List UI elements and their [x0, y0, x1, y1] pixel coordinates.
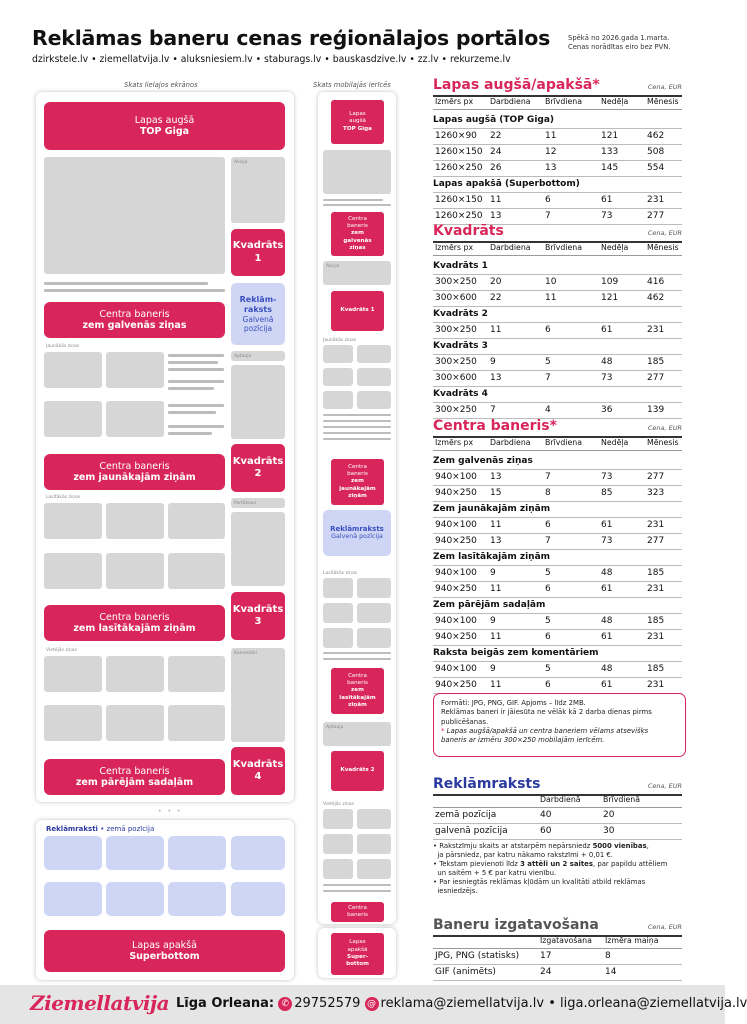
currency-note: Cena, EUR — [647, 923, 682, 931]
table-row: 940×250 15 8 85 323 — [433, 486, 682, 502]
mobile-superbottom: Lapas apakšā Super- bottom — [331, 933, 384, 975]
akcija-box — [231, 157, 285, 223]
table-group: Raksta beigās zem komentāriem — [433, 646, 682, 662]
desktop-view-label: Skats lielajos ekrānos — [124, 81, 198, 89]
table-row: 940×100 13 7 73 277 — [433, 470, 682, 486]
table-group: Zem pārējām sadaļām — [433, 598, 682, 614]
reklamraksts-bullet: iesniedzējs. — [433, 887, 478, 895]
table-row: 940×250 11 6 61 231 — [433, 678, 682, 694]
table-row: 300×250 9 5 48 185 — [433, 355, 682, 371]
table-row: 300×600 13 7 73 277 — [433, 371, 682, 387]
top-giga-banner: Lapas augšā TOP Giga — [44, 102, 285, 150]
mobile-reklamraksts: Reklāmraksts Galvenā pozīcija — [323, 510, 391, 556]
table-row: 940×100 9 5 48 185 — [433, 566, 682, 582]
format-info-box: Formāti: JPG, PNG, GIF. Apjoms – līdz 2MB. Reklāmas baneri ir jāiesūta ne vēlāk kā 2 darba dienas pirms publicēšanas. * Lapas augšā/apakšā un centra baneriem vēlams atsevišķs baneris ar izmēru 300×250 mobilajām ierīcēm. — [433, 693, 686, 757]
kvadrats-4: Kvadrāts 4 — [231, 747, 285, 795]
centra-section-title: Centra baneris* — [433, 418, 557, 434]
kvadrats-2: Kvadrāts 2 — [231, 444, 285, 492]
table-row: 300×250 7 4 36 139 — [433, 403, 682, 419]
table-group: Lapas apakšā (Superbottom) — [433, 177, 682, 193]
kvadrats-section — [433, 223, 682, 239]
izgatavosana-header: Izgatavošana Izmēra maiņa — [433, 936, 682, 949]
table-group: Kvadrāts 4 — [433, 387, 682, 403]
validity-note: Spēkā no 2026.gada 1.marta. Cenas norādītas eiro bez PVN. — [568, 34, 671, 51]
reklamraksts-header: Darbdienā Brīvdienā — [433, 795, 682, 808]
table-row: 940×100 11 6 61 231 — [433, 518, 682, 534]
mobile-centra-2: Centra baneris zem jaunākajām ziņām — [331, 459, 384, 505]
table-row: 300×250 20 10 109 416 — [433, 275, 682, 291]
mobile-centra-1: Centra baneris zem galvenās ziņas — [331, 212, 384, 256]
page-title: Reklāmas baneru cenas reģionālajos portālos — [32, 26, 551, 50]
table-row: 940×250 11 6 61 231 — [433, 630, 682, 646]
main-news-image — [44, 157, 225, 274]
kvadrats-section-title: Kvadrāts — [433, 223, 504, 239]
izgatavosana-row: GIF (animēts) 24 14 — [433, 965, 682, 981]
table-row: 940×100 9 5 48 185 — [433, 614, 682, 630]
table-group: Zem lasītākajām ziņām — [433, 550, 682, 566]
mobile-centra-3: Centra baneris zem lasītākajām ziņām — [331, 668, 384, 714]
currency-note: Cena, EUR — [647, 782, 682, 790]
table-header: Izmērs px Darbdiena Brīvdiena Nedēļa Mēnesis — [433, 438, 682, 451]
centra-banner-3: Centra baneris zem lasītākajām ziņām — [44, 605, 225, 641]
mobile-kvadrats-2: Kvadrāts 2 — [331, 751, 384, 791]
mobile-view-label: Skats mobilajās ierīcēs — [313, 81, 391, 89]
email-reklama[interactable]: reklama@ziemellatvija.lv — [380, 996, 545, 1011]
table-row: 1260×150 24 12 133 508 — [433, 145, 682, 161]
table-group: Kvadrāts 3 — [433, 339, 682, 355]
reklamraksts-bullet: • Tekstam pievienoti līdz 3 attēli un 2 saites, par papildu attēliem — [433, 860, 668, 868]
superbottom-banner: Lapas apakšā Superbottom — [44, 930, 285, 972]
table-row: 940×250 13 7 73 277 — [433, 534, 682, 550]
table-row: 1260×250 26 13 145 554 — [433, 161, 682, 177]
reklamraksts-title: Reklāmraksts — [433, 776, 541, 792]
currency-note: Cena, EUR — [647, 424, 682, 432]
table-row: 1260×90 22 11 121 462 — [433, 129, 682, 145]
mobile-kvadrats-1: Kvadrāts 1 — [331, 291, 384, 331]
table-row: 940×250 11 6 61 231 — [433, 582, 682, 598]
lapas-section — [433, 77, 682, 93]
kvadrats-3: Kvadrāts 3 — [231, 592, 285, 640]
contact-line: Līga Orleana: ✆ 29752579 @ reklama@ziemellatvija.lv • liga.orleana@ziemellatvija.lv — [176, 996, 747, 1011]
ziemellatvija-logo: Ziemellatvija — [30, 991, 170, 1015]
table-group: Zem galvenās ziņas — [433, 454, 682, 470]
reklamraksts-section — [433, 776, 682, 792]
reklamraksts-row: galvenā pozīcija 60 30 — [433, 824, 682, 840]
table-group: Kvadrāts 1 — [433, 259, 682, 275]
centra-banner-1: Centra baneris zem galvenās ziņas — [44, 302, 225, 338]
centra-banner-2: Centra baneris zem jaunākajām ziņām — [44, 454, 225, 490]
phone-number[interactable]: 29752579 — [294, 996, 361, 1011]
reklamraksts-bullet: • Rakstzīmju skaits ar atstarpēm nepārsniedz 5000 vienības, — [433, 842, 649, 850]
centra-section — [433, 418, 682, 434]
reklamraksts-bullet: • Par iesniegtās reklāmas kļūdām un kvalitāti atbild reklāmas — [433, 878, 646, 886]
contact-name: Līga Orleana — [176, 996, 269, 1011]
portals-list: dzirkstele.lv • ziemellatvija.lv • aluksniesiem.lv • staburags.lv • bauskasdzive.lv • zz.lv • rekurzeme.lv — [32, 54, 511, 65]
table-group: Zem jaunākajām ziņām — [433, 502, 682, 518]
izgatavosana-title: Baneru izgatavošana — [433, 917, 599, 933]
table-header: Izmērs px Darbdiena Brīvdiena Nedēļa Mēnesis — [433, 243, 682, 256]
lapas-section-title: Lapas augšā/apakšā* — [433, 77, 600, 93]
izgatavosana-section — [433, 917, 682, 933]
mobile-top-giga: Lapas augšā TOP Giga — [331, 100, 384, 144]
currency-note: Cena, EUR — [647, 229, 682, 237]
phone-icon: ✆ — [278, 997, 292, 1011]
table-row: 1260×150 11 6 61 231 — [433, 193, 682, 209]
izgatavosana-row: JPG, PNG (statisks) 17 8 — [433, 949, 682, 965]
at-icon: @ — [365, 997, 379, 1011]
table-row: 300×600 22 11 121 462 — [433, 291, 682, 307]
reklamraksts-bullet: un saitēm + 5 € par katru vienību. — [433, 869, 557, 877]
table-row: 1260×250 13 7 73 277 — [433, 209, 682, 225]
reklamraksts-bullet: ja pārsniedz, par katru nākamo rakstzīmi + 0,01 €. — [433, 851, 613, 859]
table-group: Kvadrāts 2 — [433, 307, 682, 323]
table-row: 940×100 9 5 48 185 — [433, 662, 682, 678]
reklamraksts-main: Reklām- raksts Galvenā pozīcija — [231, 283, 285, 345]
centra-banner-4: Centra baneris zem pārējām sadaļām — [44, 759, 225, 795]
table-row: 300×250 11 6 61 231 — [433, 323, 682, 339]
kvadrats-1: Kvadrāts 1 — [231, 229, 285, 276]
mobile-centra-4: Centra baneris — [331, 902, 384, 922]
reklamraksts-row: zemā pozīcija 40 20 — [433, 808, 682, 824]
email-liga[interactable]: liga.orleana@ziemellatvija.lv — [560, 996, 747, 1011]
table-header: Izmērs px Darbdiena Brīvdiena Nedēļa Mēnesis — [433, 97, 682, 110]
reklamraksti-low-label: Reklāmraksti • zemā pozīcija — [46, 825, 155, 833]
table-group: Lapas augšā (TOP Giga) — [433, 113, 682, 129]
currency-note: Cena, EUR — [647, 83, 682, 91]
